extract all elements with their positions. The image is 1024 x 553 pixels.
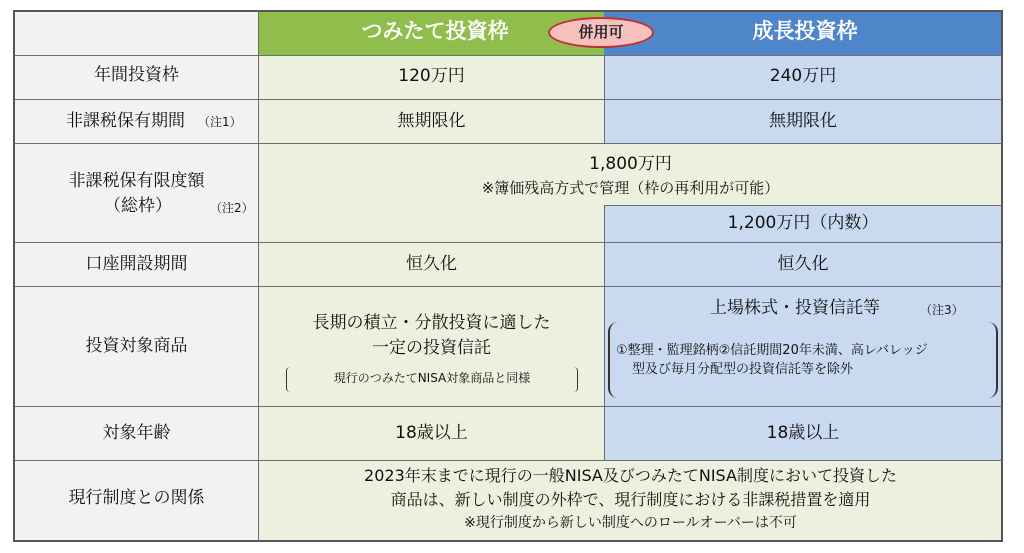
label-column-divider [258, 10, 259, 542]
divider-header [14, 55, 1002, 56]
header-seicho-label: 成長投資枠 [752, 19, 858, 43]
divider-age [14, 460, 1002, 461]
value-age-seicho: 18歳以上 [766, 423, 840, 443]
divider-limit [14, 242, 1002, 243]
heiyou-label: 併用可 [578, 23, 624, 41]
value-limit-total: 1,800万円 [589, 154, 672, 174]
label-age: 対象年齢 [102, 423, 171, 443]
divider-account [14, 286, 1002, 287]
divider-period [14, 143, 1002, 144]
divider-products [14, 406, 1002, 407]
value-limit-total-note: ※簿価残高方式で管理（枠の再利用が可能） [481, 179, 780, 197]
value-products-tsumitate-line1: 長期の積立・分散投資に適した [312, 313, 551, 333]
value-annual-seicho: 240万円 [769, 66, 837, 86]
value-limit-seicho: 1,200万円（内数） [727, 213, 879, 233]
column-divider-middle [604, 205, 605, 460]
label-period: 非課税保有期間 [66, 111, 185, 131]
seicho-note-bracket [608, 322, 998, 398]
value-relation-line3: ※現行制度から新しい制度へのロールオーバーは不可 [464, 515, 797, 531]
label-account: 口座開設期間 [85, 254, 188, 274]
value-period-tsumitate: 無期限化 [397, 111, 466, 131]
table-border-right [1001, 10, 1003, 542]
label-relation: 現行制度との関係 [68, 488, 205, 508]
label-products: 投資対象商品 [85, 336, 188, 356]
header-tsumitate-label: つみたて投資枠 [361, 19, 509, 43]
table-border-left [13, 10, 15, 542]
value-products-seicho-note-line1: ①整理・監理銘柄②信託期間20年未満、高レバレッジ [616, 343, 928, 358]
value-products-seicho-note-mark: （注3） [920, 303, 964, 317]
value-products-seicho: 上場株式・投資信託等 [710, 298, 880, 318]
value-relation-line2: 商品は、新しい制度の外枠で、現行制度における非課税措置を適用 [390, 490, 871, 509]
divider-annual [14, 99, 1002, 100]
value-account-seicho: 恒久化 [777, 254, 829, 274]
header-empty-cell [14, 11, 259, 55]
table-border-top [14, 10, 1003, 12]
heiyou-badge [548, 17, 654, 48]
value-account-tsumitate: 恒久化 [406, 254, 457, 274]
value-products-seicho-note-line2: 型及び毎月分配型の投資信託等を除外 [632, 362, 854, 377]
value-relation-line1: 2023年末までに現行の一般NISA及びつみたてNISA制度において投資した [364, 466, 897, 485]
value-products-tsumitate-line2: 一定の投資信託 [372, 338, 491, 358]
label-limit: 非課税保有限度額 [68, 171, 205, 191]
value-age-tsumitate: 18歳以上 [395, 423, 468, 443]
value-products-tsumitate-note: 現行のつみたてNISA対象商品と同様 [333, 371, 531, 385]
value-period-seicho: 無期限化 [769, 111, 837, 131]
label-limit-note: （注2） [210, 201, 254, 215]
label-period-note: （注1） [198, 115, 242, 129]
label-limit-sub: （総枠） [104, 196, 172, 216]
divider-limit-inner [604, 205, 1002, 206]
label-annual: 年間投資枠 [94, 65, 179, 85]
table-border-bottom [14, 540, 1003, 542]
value-annual-tsumitate: 120万円 [398, 66, 465, 86]
